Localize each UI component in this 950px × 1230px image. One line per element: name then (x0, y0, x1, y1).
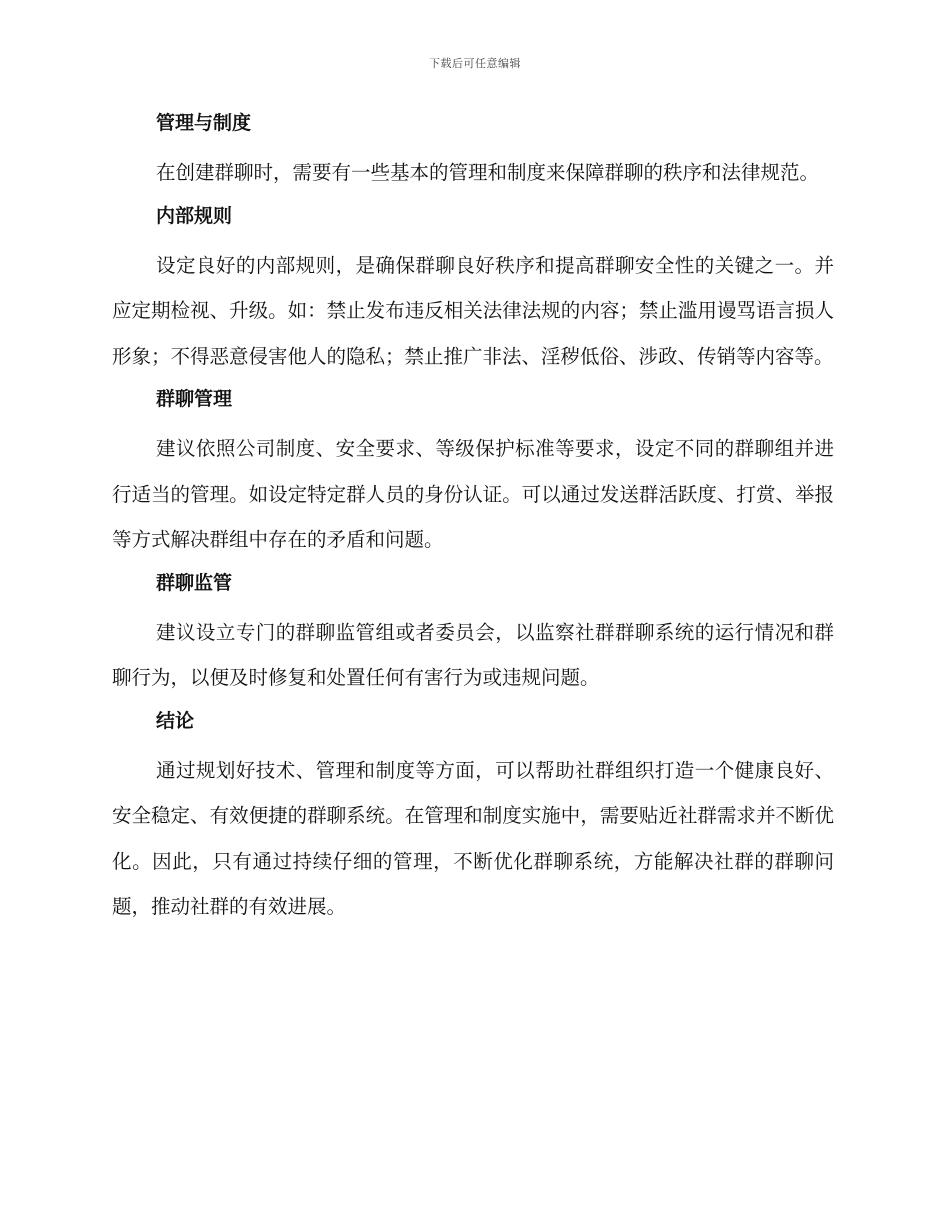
section-body-group-supervision: 建议设立专门的群聊监管组或者委员会，以监察社群群聊系统的运行情况和群聊行为，以便及时修复和处置任何有害行为或违规问题。 (112, 620, 834, 689)
section-body-group-management: 建议依照公司制度、安全要求、等级保护标准等要求，设定不同的群聊组并进行适当的管理。如设定特定群人员的身份认证。可以通过发送群活跃度、打赏、举报等方式解决群组中存在的矛盾和问题。 (112, 437, 834, 551)
section-heading-group-management: 群聊管理 (156, 388, 233, 410)
header-note: 下载后可任意编辑 (429, 57, 521, 70)
section-heading-group-supervision: 群聊监管 (156, 571, 233, 594)
section-body-management: 在创建群聊时，需要有一些基本的管理和制度来保障群聊的秩序和法律规范。 (156, 161, 820, 184)
section-body-internal-rules: 设定良好的内部规则，是确保群聊良好秩序和提高群聊安全性的关键之一。并应定期检视、升级。如：禁止发布违反相关法律法规的内容；禁止滥用谩骂语言损人形象；不得恶意侵害他人的隐私；禁止推广非法、淫秽低俗、涉政、传销等内容等。 (112, 253, 834, 368)
section-heading-conclusion: 结论 (156, 709, 195, 732)
section-body-conclusion: 通过规划好技术、管理和制度等方面，可以帮助社群组织打造一个健康良好、安全稳定、有效便捷的群聊系统。在管理和制度实施中，需要贴近社群需求并不断优化。因此，只有通过持续仔细的管理，不断优化群聊系统，方能解决社群的群聊问题，推动社群的有效进展。 (112, 758, 834, 918)
section-heading-management: 管理与制度 (156, 112, 252, 134)
document-body (112, 109, 834, 936)
section-heading-internal-rules: 内部规则 (156, 204, 233, 227)
